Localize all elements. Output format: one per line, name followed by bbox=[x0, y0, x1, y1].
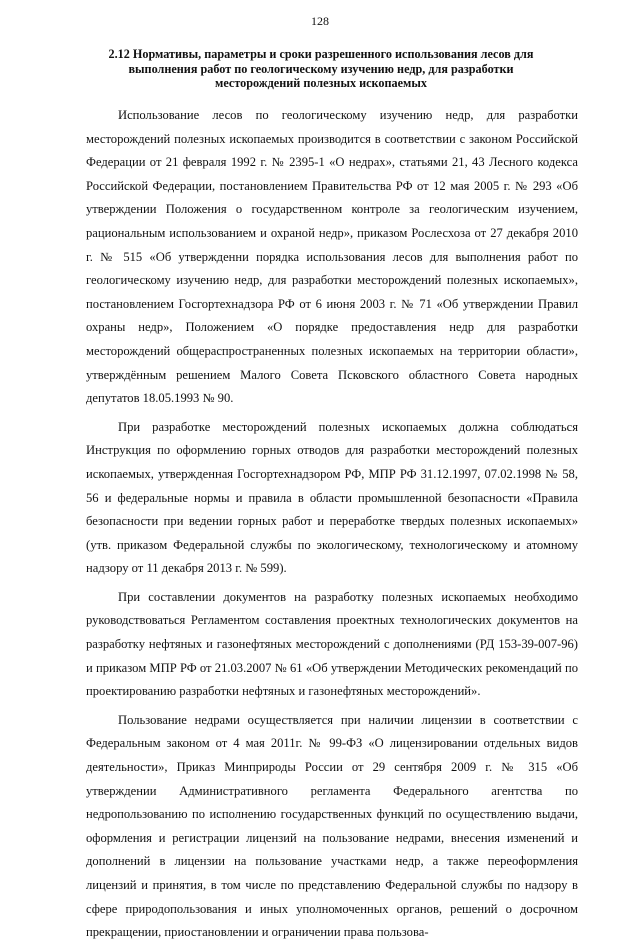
section-heading: 2.12 Нормативы, параметры и сроки разрешенного использования лесов для выполнения работ по геологическому изучению недр, для разработки месторождений полезных ископаемых bbox=[108, 47, 534, 90]
page-number: 128 bbox=[311, 14, 329, 28]
paragraph-licensing: Пользование недрами осуществляется при наличии лицензии в соответствии с Федеральным законом от 4 мая 2011г. № 99-ФЗ «О лицензировании отдельных видов деятельности», Приказ Минприроды России от 29 сентября 2009 г. № 315 «Об утверждении Административного регламента Федерального агентства по недропользованию по исполнению государственных функций по осуществлению выдачи, оформления и регистрации лицензий на пользование недрами, внесения изменений и дополнений в лицензии на пользование участками недр, а также переоформления лицензий и принятия, в том числе по представлению Федеральной службы по надзору в сфере природопользования и иных уполномоченных органов, решений о досрочном прекращении, приостановлении и ограничении права пользова- bbox=[86, 712, 578, 940]
paragraph-legal-basis: Использование лесов по геологическому изучению недр, для разработки месторождений полезных ископаемых производится в соответствии с законом Российской Федерации от 21 февраля 1992 г. № 2395-1 «О недрах», статьями 21, 43 Лесного кодекса Российской Федерации, постановлением Правительства РФ от 12 мая 2005 г. № 293 «Об утверждении Положения о государственном контроле за геологическим изучением, рациональным использованием и охраной недр», приказом Рослесхоза от 27 декабря 2010 г. № 515 «Об утвержденни порядка использования лесов для выполнения работ по геологическому изучению недр, для разработки месторождений полезных ископаемых», постановлением Госгортехнадзора РФ от 6 июня 2003 г. № 71 «Об утверждении Правил охраны недр», Положением «О порядке предоставления недр для разработки месторождений общераспространенных полезных ископаемых на территории области», утверждённым решением Малого Совета Псковского областного Совета народных депутатов 18.05.1993 № 90. bbox=[86, 108, 578, 406]
paragraph-mining-instructions: При разработке месторождений полезных ископаемых должна соблюдаться Инструкция по оформлению горных отводов для разработки месторождений полезных ископаемых, утвержденная Госгортехнадзором РФ, МПР РФ 31.12.1997, 07.02.1998 № 58, 56 и федеральные нормы и правила в области промышленной безопасности «Правила безопасности при ведении горных работ и переработке твердых полезных ископаемых» (утв. приказом Федеральной службы по экологическому, технологическому и атомному надзору от 11 декабря 2013 г. № 599). bbox=[86, 419, 578, 576]
paragraph-project-documents: При составлении документов на разработку полезных ископаемых необходимо руководствоваться Регламентом составления проектных технологических документов на разработку нефтяных и газонефтяных месторождений с дополнениями (РД 153-39-007-96) и приказом МПР РФ от 21.03.2007 № 61 «Об утверждении Методических рекомендаций по проектированию разработки нефтяных и газонефтяных месторождений». bbox=[86, 589, 578, 699]
document-body bbox=[86, 104, 578, 945]
